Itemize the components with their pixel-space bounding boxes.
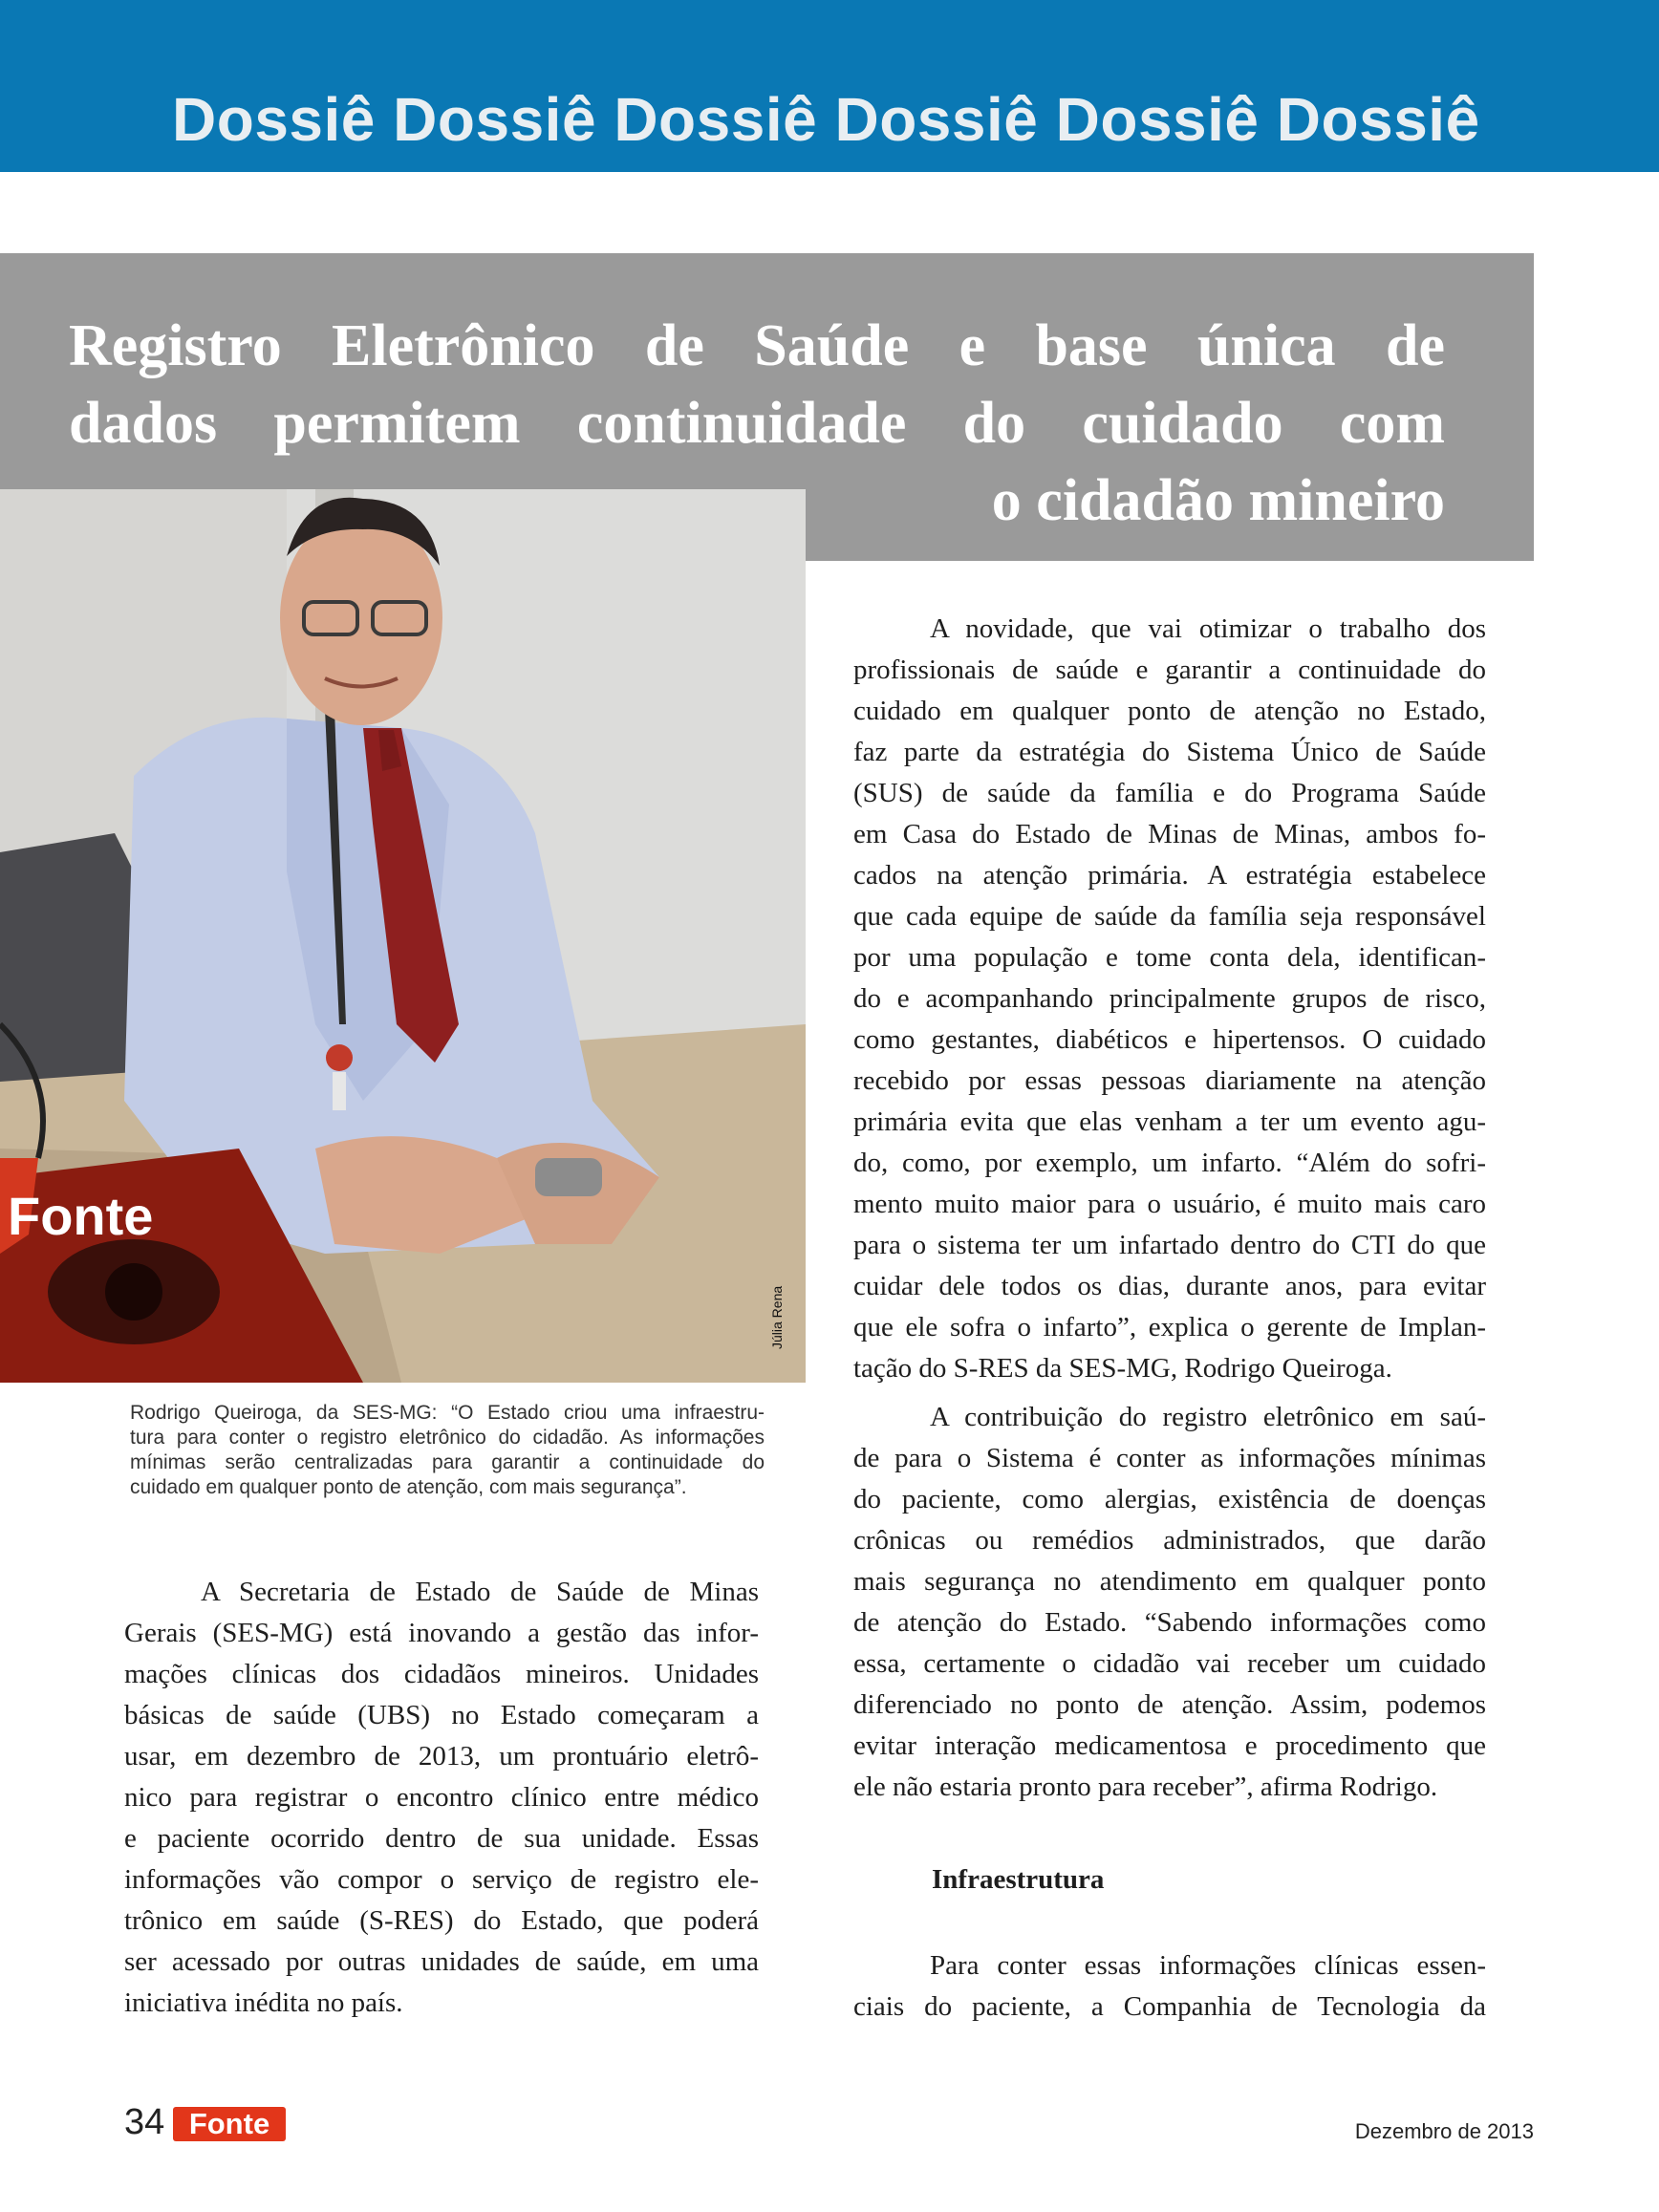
body-line: recebido por essas pessoas diariamente na atenção (853, 1065, 1486, 1096)
body-line: para o sistema ter um infartado dentro do CTI do que (853, 1230, 1486, 1260)
body-line: e paciente ocorrido dentro de sua unidade. Essas (124, 1823, 759, 1854)
body-line: do paciente, como alergias, existência de doenças (853, 1484, 1486, 1514)
body-line: faz parte da estratégia do Sistema Único de Saúde (853, 737, 1486, 767)
body-line: usar, em dezembro de 2013, um prontuário eletrô- (124, 1741, 759, 1772)
body-line: como gestantes, diabéticos e hipertensos. O cuidado (853, 1024, 1486, 1055)
body-line: básicas de saúde (UBS) no Estado começaram a (124, 1700, 759, 1730)
body-line: cuidado em qualquer ponto de atenção no Estado, (853, 696, 1486, 726)
body-line: que ele sofra o infarto”, explica o gerente de Implan- (853, 1312, 1486, 1342)
body-column-right-para3 (853, 1945, 1486, 2028)
body-line: crônicas ou remédios administrados, que darão (853, 1525, 1486, 1556)
body-line: nico para registrar o encontro clínico entre médico (124, 1782, 759, 1813)
body-line: por uma população e tome conta dela, identifican- (853, 942, 1486, 973)
magazine-cover-title: Fonte (8, 1186, 154, 1246)
body-line: evitar interação medicamentosa e procedimento que (853, 1730, 1486, 1761)
body-line: em Casa do Estado de Minas de Minas, ambos fo- (853, 819, 1486, 849)
body-line: trônico em saúde (S-RES) do Estado, que poderá (124, 1905, 759, 1936)
body-line: informações vão compor o serviço de registro ele- (124, 1864, 759, 1895)
body-line: ciais do paciente, a Companhia de Tecnologia da (853, 1991, 1486, 2022)
body-line: essa, certamente o cidadão vai receber um cuidado (853, 1648, 1486, 1679)
photo-caption (130, 1401, 765, 1500)
caption-line: tura para conter o registro eletrônico do cidadão. As informações (130, 1427, 765, 1449)
body-line: tação do S-RES da SES-MG, Rodrigo Queiroga. (853, 1353, 1392, 1384)
body-line: mais segurança no atendimento em qualquer ponto (853, 1566, 1486, 1597)
article-headline (69, 308, 1445, 540)
fonte-logo (173, 2107, 286, 2141)
body-column-right-para2 (853, 1397, 1486, 1808)
body-line: mações clínicas dos cidadãos mineiros. Unidades (124, 1659, 759, 1689)
body-line: A novidade, que vai otimizar o trabalho dos (930, 613, 1486, 644)
body-line: A Secretaria de Estado de Saúde de Minas (201, 1577, 759, 1607)
section-banner (0, 0, 1659, 172)
photo-illustration (0, 489, 806, 1383)
body-line: primária evita que elas venham a ter um evento agu- (853, 1106, 1486, 1137)
headline-line: o cidadão mineiro (991, 468, 1445, 533)
body-column-left (124, 1572, 759, 2024)
body-line: de para o Sistema é conter as informações mínimas (853, 1443, 1486, 1473)
photo-credit: Júlia Rena (769, 1285, 785, 1349)
body-column-right-para1 (853, 609, 1486, 1389)
body-line: do, como, por exemplo, um infarto. “Além do sofri- (853, 1148, 1486, 1178)
body-line: ser acessado por outras unidades de saúde, em uma (124, 1946, 759, 1977)
body-line: que cada equipe de saúde da família seja responsável (853, 901, 1486, 932)
headline-line: Registro Eletrônico de Saúde e base única de (69, 313, 1445, 378)
body-line: do e acompanhando principalmente grupos de risco, (853, 983, 1486, 1014)
section-title: Dossiê Dossiê Dossiê Dossiê Dossiê Dossiê (172, 85, 1480, 154)
body-line: mento muito maior para o usuário, é muito mais caro (853, 1189, 1486, 1219)
section-subhead: Infraestrutura (932, 1864, 1105, 1895)
body-line: profissionais de saúde e garantir a continuidade do (853, 655, 1486, 685)
issue-date: Dezembro de 2013 (1354, 2119, 1534, 2143)
body-line: Para conter essas informações clínicas essen- (930, 1950, 1486, 1981)
body-line: de atenção do Estado. “Sabendo informações como (853, 1607, 1486, 1638)
body-line: diferenciado no ponto de atenção. Assim, podemos (853, 1689, 1486, 1720)
body-line: iniciativa inédita no país. (124, 1987, 403, 2018)
article-photo (0, 489, 806, 1383)
caption-line: cuidado em qualquer ponto de atenção, com mais segurança”. (130, 1476, 687, 1498)
caption-line: Rodrigo Queiroga, da SES-MG: “O Estado criou uma infraestru- (130, 1402, 765, 1424)
body-line: cados na atenção primária. A estratégia estabelece (853, 860, 1486, 891)
body-line: cuidar dele todos os dias, durante anos, para evitar (853, 1271, 1486, 1301)
headline-line: dados permitem continuidade do cuidado com (69, 391, 1445, 456)
body-line: ele não estaria pronto para receber”, afirma Rodrigo. (853, 1772, 1438, 1802)
body-line: Gerais (SES-MG) está inovando a gestão das infor- (124, 1618, 759, 1648)
logo-text: Fonte (188, 2107, 270, 2140)
body-line: A contribuição do registro eletrônico em saú- (930, 1402, 1486, 1432)
page-number: 34 (124, 2102, 165, 2142)
body-line: (SUS) de saúde da família e do Programa Saúde (853, 778, 1486, 808)
caption-line: mínimas serão centralizadas para garantir a continuidade do (130, 1451, 765, 1473)
